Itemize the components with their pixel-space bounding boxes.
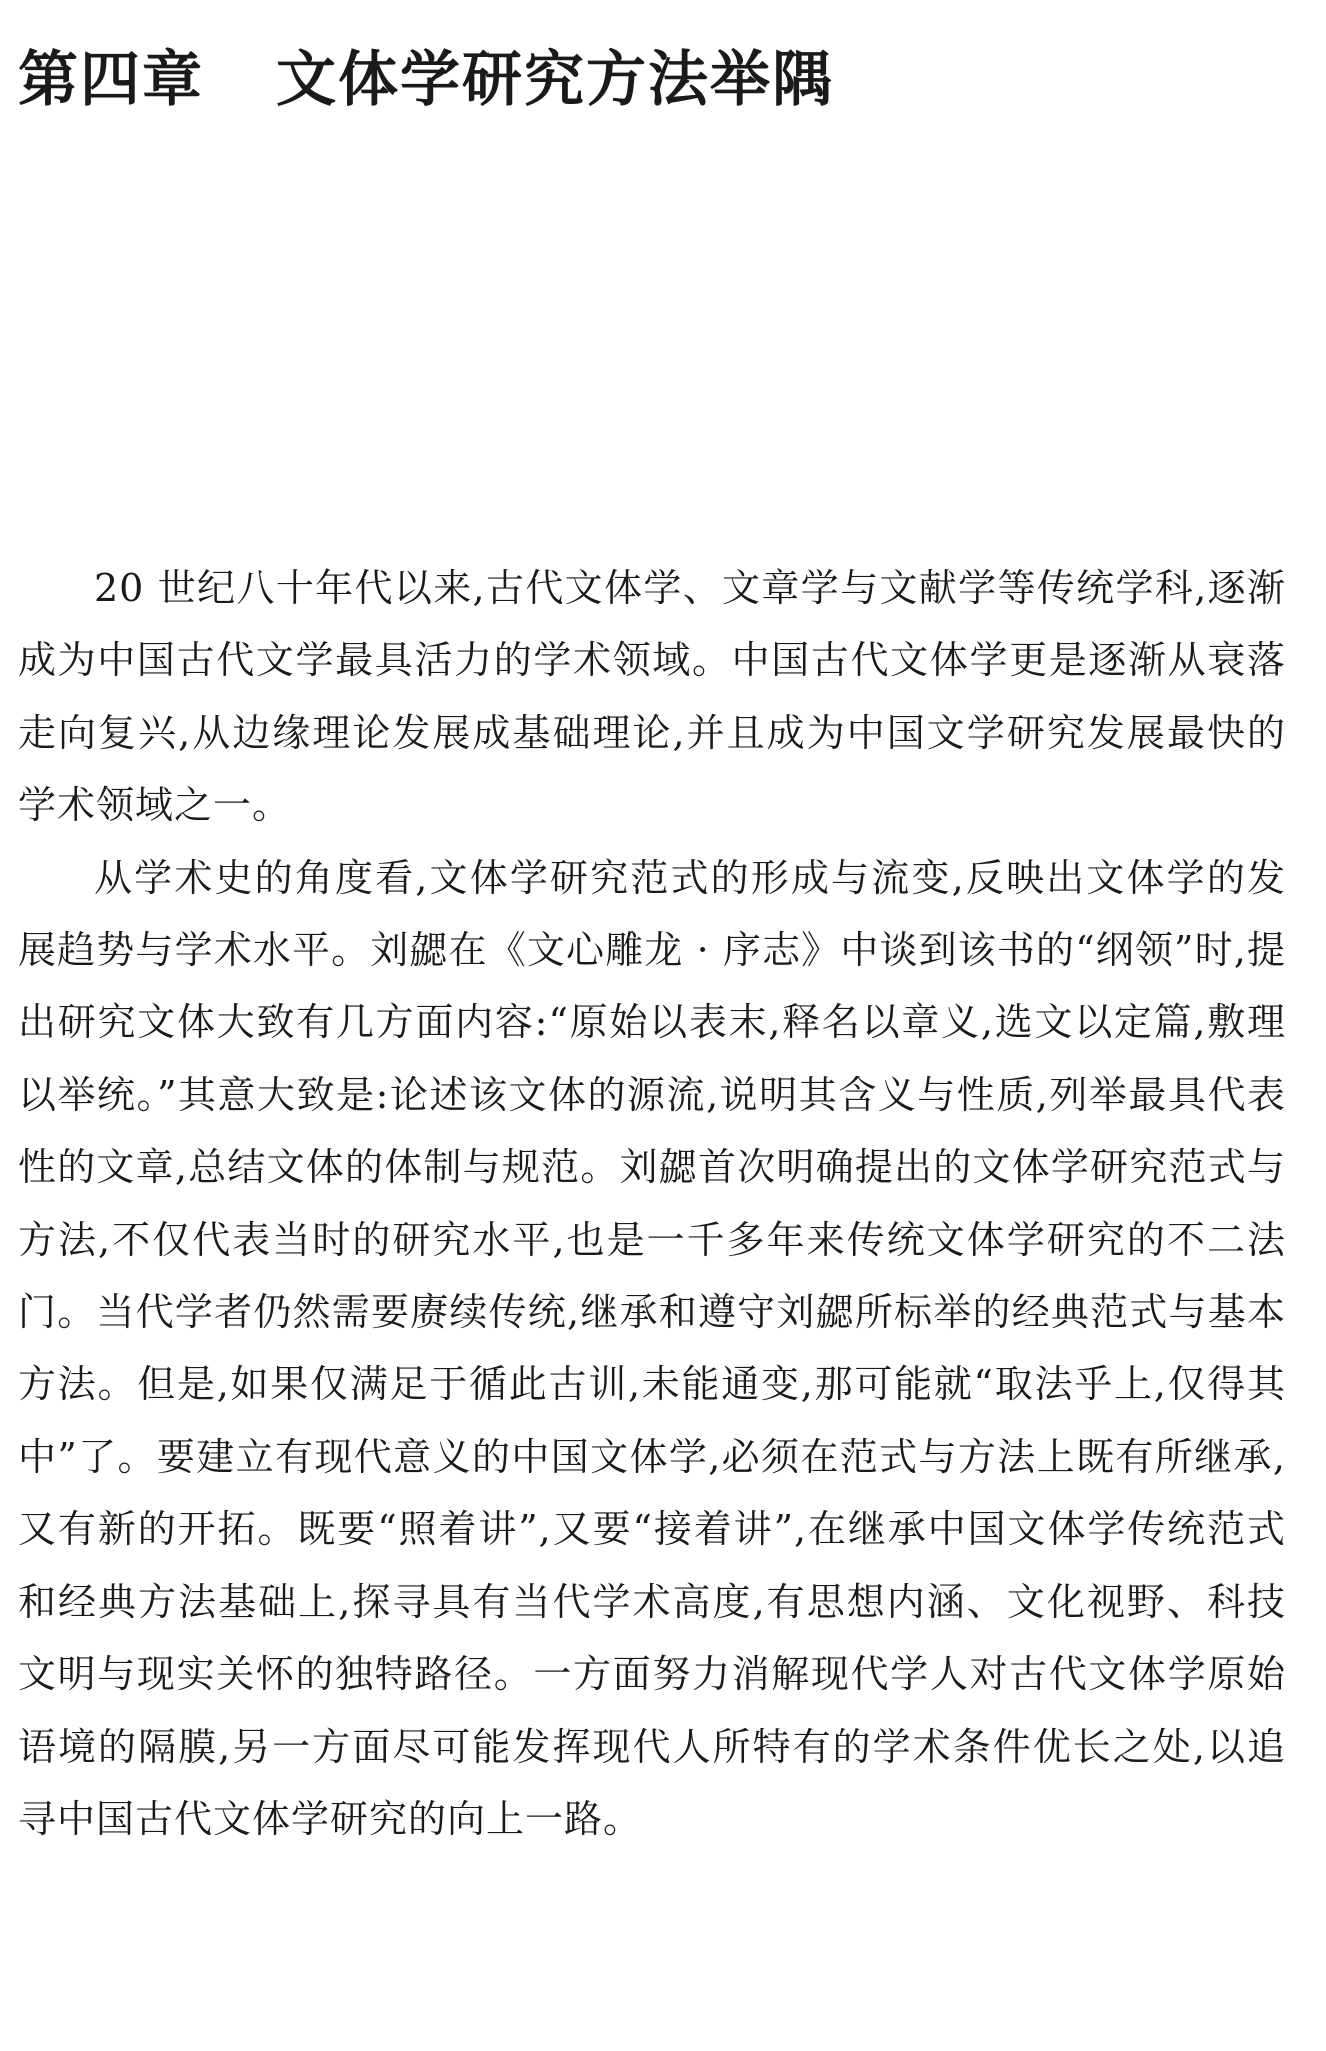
paragraph-2: 从学术史的角度看,文体学研究范式的形成与流变,反映出文体学的发展趋势与学术水平。刘勰在《文心雕龙 · 序志》中谈到该书的“纲领”时,提出研究文体大致有几方面内容:“原始以表末,释名以章义,选文以定篇,敷理以举统。”其意大致是:论述该文体的源流,说明其含义与性质,列举最具代表性的文章,总结文体的体制与规范。刘勰首次明确提出的文体学研究范式与方法,不仅代表当时的研究水平,也是一千多年来传统文体学研究的不二法门。当代学者仍然需要赓续传统,继承和遵守刘勰所标举的经典范式与基本方法。但是,如果仅满足于循此古训,未能通变,那可能就“取法乎上,仅得其中”了。要建立有现代意义的中国文体学,必须在范式与方法上既有所继承,又有新的开拓。既要“照着讲”,又要“接着讲”,在继承中国文体学传统范式和经典方法基础上,探寻具有当代学术高度,有思想内涵、文化视野、科技文明与现实关怀的独特路径。一方面努力消解现代学人对古代文体学原始语境的隔膜,另一方面尽可能发挥现代人所特有的学术条件优长之处,以追寻中国古代文体学研究的向上一路。 [18, 855, 1286, 1841]
chapter-title: 文体学研究方法举隅 [276, 45, 834, 115]
paragraph-1: 20 世纪八十年代以来,古代文体学、文章学与文献学等传统学科,逐渐成为中国古代文学最具活力的学术领域。中国古代文体学更是逐渐从衰落走向复兴,从边缘理论发展成基础理论,并且成为中国文学研究发展最快的学术领域之一。 [18, 566, 1286, 828]
chapter-number: 第四章 [18, 45, 204, 115]
chapter-heading [18, 36, 834, 124]
chapter-body [18, 552, 1286, 1855]
